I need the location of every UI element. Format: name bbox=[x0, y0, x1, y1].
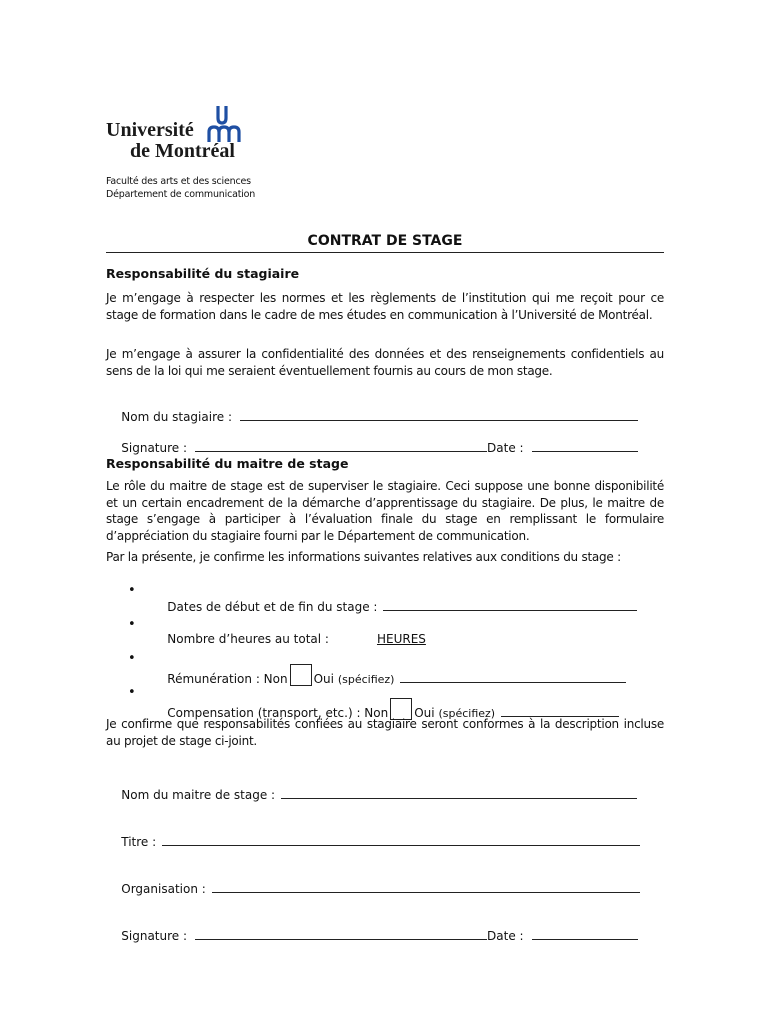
supervisor-paragraph-3: Je confirme que responsabilités confiées au stagiaire seront conformes à la description incluse au projet de stage ci-joint. bbox=[106, 717, 664, 748]
bullet-glyph: • bbox=[128, 651, 136, 666]
organisation-label: Organisation : bbox=[121, 882, 206, 896]
supervisor-date-label: Date : bbox=[487, 929, 524, 943]
intern-heading: Responsabilité du stagiaire bbox=[106, 266, 300, 281]
supervisor-heading: Responsabilité du maitre de stage bbox=[106, 456, 349, 471]
organisation-blank[interactable] bbox=[212, 880, 640, 893]
compensation-yes-label: Oui bbox=[414, 706, 435, 720]
dates-blank[interactable] bbox=[383, 598, 637, 611]
dates-label: Dates de début et de fin du stage : bbox=[167, 600, 378, 614]
faculty-name: Faculté des arts et des sciences bbox=[106, 176, 251, 187]
intern-paragraph-1: Je m’engage à respecter les normes et les règlements de l’institution qui me reçoit pour ce stage de formation dans le cadre de mes études en communication à l’Université de Montréal. bbox=[106, 291, 664, 322]
udem-logo-icon bbox=[207, 104, 243, 144]
supervisor-signature-blank[interactable] bbox=[195, 927, 487, 940]
pay-checkbox[interactable] bbox=[290, 664, 312, 686]
bullet-glyph: • bbox=[128, 617, 136, 632]
hours-unit: HEURES bbox=[376, 632, 426, 646]
supervisor-title-label: Titre : bbox=[121, 835, 157, 849]
supervisor-title-blank[interactable] bbox=[162, 833, 640, 846]
hours-label: Nombre d’heures au total : bbox=[167, 632, 329, 646]
supervisor-paragraph-2: Par la présente, je confirme les informations suivantes relatives aux conditions du stage : bbox=[106, 550, 621, 564]
supervisor-paragraph-1: Le rôle du maitre de stage est de superviser le stagiaire. Ceci suppose une bonne disponibilité et un certain encadrement de la démarche d’apprentissage du stagiaire. De plus, le maitre de stage s’engage à participer à l’évaluation finale du stage en remplissant le formulaire d’appréciation du stagiaire fourni par le Département de communication. bbox=[106, 479, 664, 543]
logo-line-2: de Montréal bbox=[130, 140, 235, 162]
intern-paragraph-2: Je m’engage à assurer la confidentialité des données et des renseignements confidentiels au sens de la loi qui me seraient éventuellement fournis au cours de mon stage. bbox=[106, 347, 664, 378]
compensation-specify-label: (spécifiez) bbox=[438, 707, 496, 720]
logo-line-1: Université bbox=[106, 119, 194, 141]
supervisor-signature-label: Signature : bbox=[121, 929, 188, 943]
supervisor-signature-field[interactable] bbox=[106, 913, 638, 957]
bullet-glyph: • bbox=[128, 685, 136, 700]
intern-date-label: Date : bbox=[487, 441, 524, 455]
department-name: Département de communication bbox=[106, 189, 256, 200]
supervisor-title-field[interactable] bbox=[106, 819, 640, 863]
intern-name-blank[interactable] bbox=[240, 408, 638, 421]
pay-blank[interactable] bbox=[400, 670, 626, 683]
compensation-label: Compensation (transport, etc.) : Non bbox=[167, 706, 389, 720]
intern-name-label: Nom du stagiaire : bbox=[121, 410, 232, 424]
department-info bbox=[106, 175, 255, 201]
supervisor-name-field[interactable] bbox=[106, 772, 637, 816]
intern-signature-blank[interactable] bbox=[195, 439, 487, 452]
supervisor-name-blank[interactable] bbox=[281, 786, 637, 799]
intern-signature-label: Signature : bbox=[121, 441, 188, 455]
pay-specify-label: (spécifiez) bbox=[337, 673, 395, 686]
bullet-glyph: • bbox=[128, 583, 136, 598]
organisation-field[interactable] bbox=[106, 866, 640, 910]
page-title: CONTRAT DE STAGE bbox=[106, 233, 664, 253]
intern-date-blank[interactable] bbox=[532, 439, 638, 452]
supervisor-name-label: Nom du maitre de stage : bbox=[121, 788, 276, 802]
supervisor-date-blank[interactable] bbox=[532, 927, 638, 940]
pay-label: Rémunération : Non bbox=[167, 672, 288, 686]
pay-yes-label: Oui bbox=[313, 672, 334, 686]
